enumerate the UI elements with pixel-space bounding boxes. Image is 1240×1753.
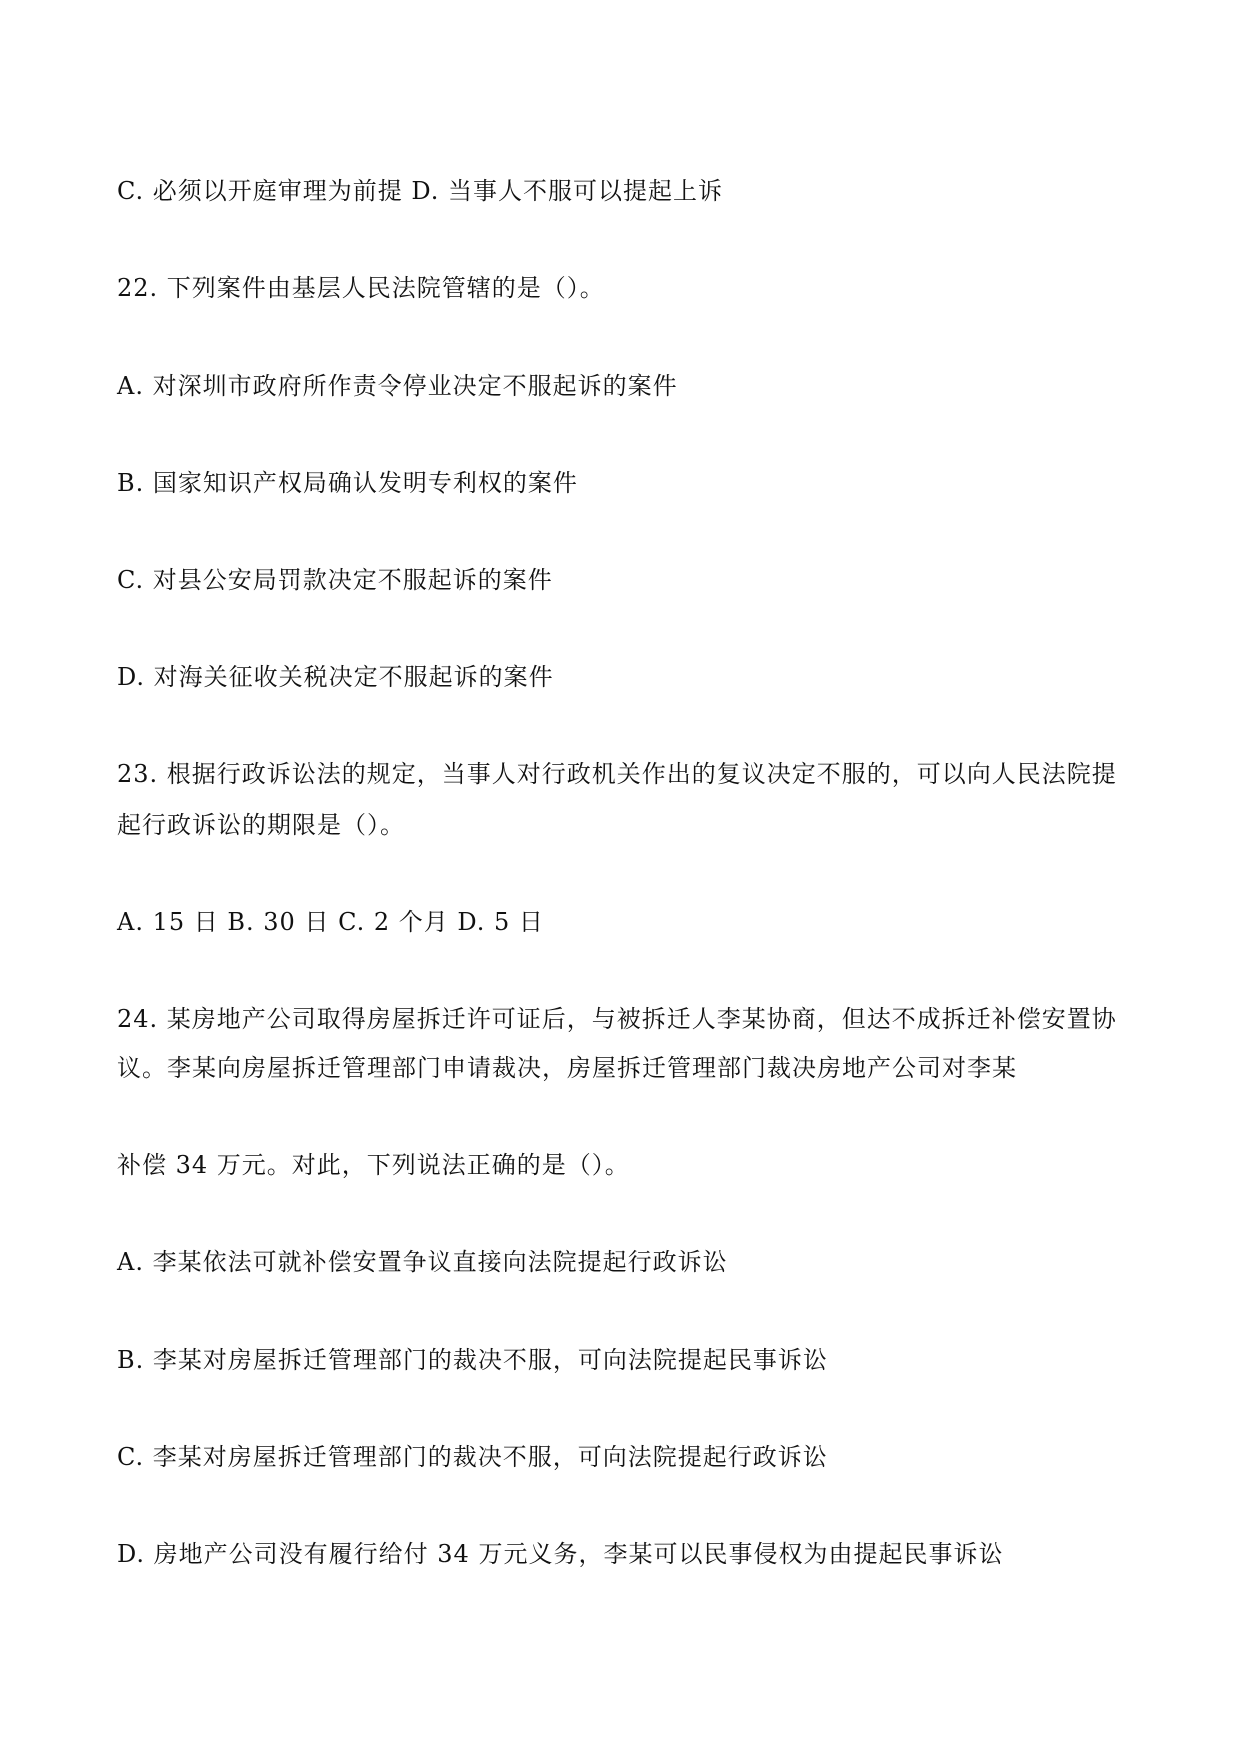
option-24-d: D. 房地产公司没有履行给付 34 万元义务，李某可以民事侵权为由提起民事诉讼 <box>117 1540 1004 1568</box>
option-22-c: C. 对县公安局罚款决定不服起诉的案件 <box>117 566 553 594</box>
question-24-line-2: 议。李某向房屋拆迁管理部门申请裁决，房屋拆迁管理部门裁决房地产公司对李某 <box>117 1054 1017 1082</box>
question-22: 22. 下列案件由基层人民法院管辖的是（）。 <box>117 274 605 302</box>
option-24-b: B. 李某对房屋拆迁管理部门的裁决不服，可向法院提起民事诉讼 <box>117 1346 828 1374</box>
question-24-line-1: 24. 某房地产公司取得房屋拆迁许可证后，与被拆迁人李某协商，但达不成拆迁补偿安置协 <box>117 1005 1117 1033</box>
question-23-line-1: 23. 根据行政诉讼法的规定，当事人对行政机关作出的复议决定不服的，可以向人民法院提 <box>117 760 1117 788</box>
option-24-c: C. 李某对房屋拆迁管理部门的裁决不服，可向法院提起行政诉讼 <box>117 1443 828 1471</box>
question-24-line-3: 补偿 34 万元。对此，下列说法正确的是（）。 <box>117 1151 630 1179</box>
option-22-b: B. 国家知识产权局确认发明专利权的案件 <box>117 469 578 497</box>
option-24-a: A. 李某依法可就补偿安置争议直接向法院提起行政诉讼 <box>117 1248 728 1276</box>
options-23: A. 15 日 B. 30 日 C. 2 个月 D. 5 日 <box>117 908 544 936</box>
question-23-line-2: 起行政诉讼的期限是（）。 <box>117 811 405 839</box>
option-22-a: A. 对深圳市政府所作责令停业决定不服起诉的案件 <box>117 372 678 400</box>
option-22-d: D. 对海关征收关税决定不服起诉的案件 <box>117 663 554 691</box>
option-21-c-d: C. 必须以开庭审理为前提 D. 当事人不服可以提起上诉 <box>117 177 724 205</box>
